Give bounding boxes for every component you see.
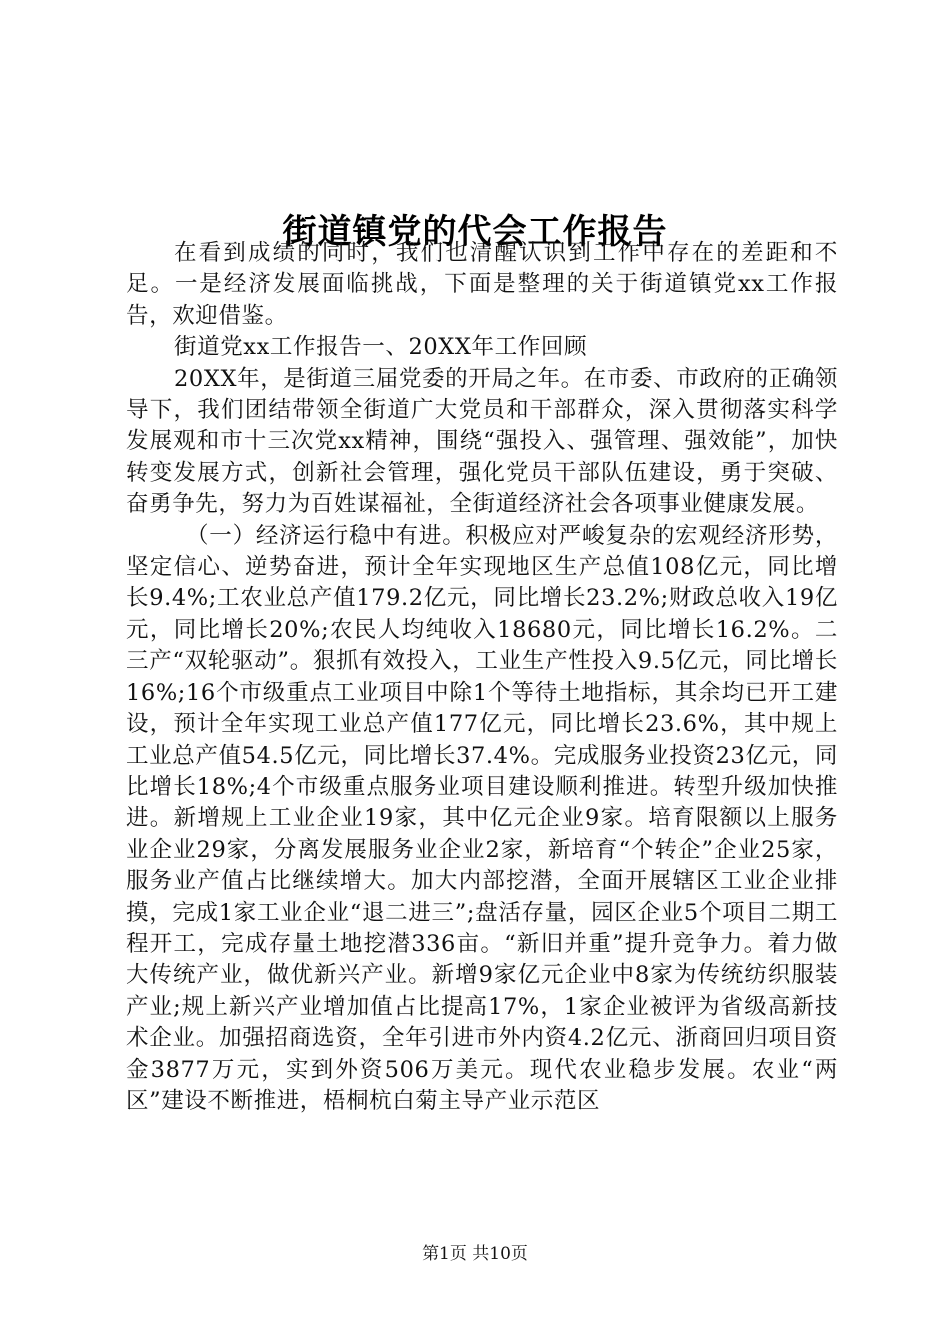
document-title: 街道镇党的代会工作报告 xyxy=(282,211,668,252)
paragraph-review: 20XX年，是街道三届党委的开局之年。在市委、市政府的正确领导下，我们团结带领全街道广大党员和干部群众，深入贯彻落实科学发展观和市十三次党xx精神，围绕“强投入、强管理、强效能”，加快转变发展方式，创新社会管理，强化党员干部队伍建设，勇于突破、奋勇争先，努力为百姓谋福祉，全街道经济社会各项事业健康发展。 xyxy=(126,365,838,518)
paragraph-intro: 在看到成绩的同时，我们也清醒认识到工作中存在的差距和不足。一是经济发展面临挑战，下面是整理的关于街道镇党xx工作报告，欢迎借鉴。 xyxy=(126,240,838,329)
document-body xyxy=(126,238,838,1117)
paragraph-heading: 街道党xx工作报告一、20XX年工作回顾 xyxy=(174,334,588,361)
paragraph-economy: （一）经济运行稳中有进。积极应对严峻复杂的宏观经济形势，坚定信心、逆势奋进，预计全年实现地区生产总值108亿元，同比增长9.4%;工农业总产值179.2亿元，同比增长23.2%;财政总收入19亿元，同比增长20%;农民人均纯收入18680元，同比增长16.2%。二三产“双轮驱动”。狠抓有效投入，工业生产性投入9.5亿元，同比增长16%;16个市级重点工业项目中除1个等待土地指标，其余均已开工建设，预计全年实现工业总产值177亿元，同比增长23.6%，其中规上工业总产值54.5亿元，同比增长37.4%。完成服务业投资23亿元，同比增长18%;4个市级重点服务业项目建设顺利推进。转型升级加快推进。新增规上工业企业19家，其中亿元企业9家。培育限额以上服务业企业29家，分离发展服务业企业2家，新培育“个转企”企业25家，服务业产值占比继续增大。加大内部挖潜，全面开展辖区工业企业排摸，完成1家工业企业“退二进三”;盘活存量，园区企业5个项目二期工程开工，完成存量土地挖潜336亩。“新旧并重”提升竞争力。着力做大传统产业，做优新兴产业。新增9家亿元企业中8家为传统纺织服装产业;规上新兴产业增加值占比提高17%，1家企业被评为省级高新技术企业。加强招商选资，全年引进市外内资4.2亿元、浙商回归项目资金3877万元，实到外资506万美元。现代农业稳步发展。农业“两区”建设不断推进，梧桐杭白菊主导产业示范区 xyxy=(126,522,838,1114)
page-number-footer: 第1页 共10页 xyxy=(422,1244,528,1264)
